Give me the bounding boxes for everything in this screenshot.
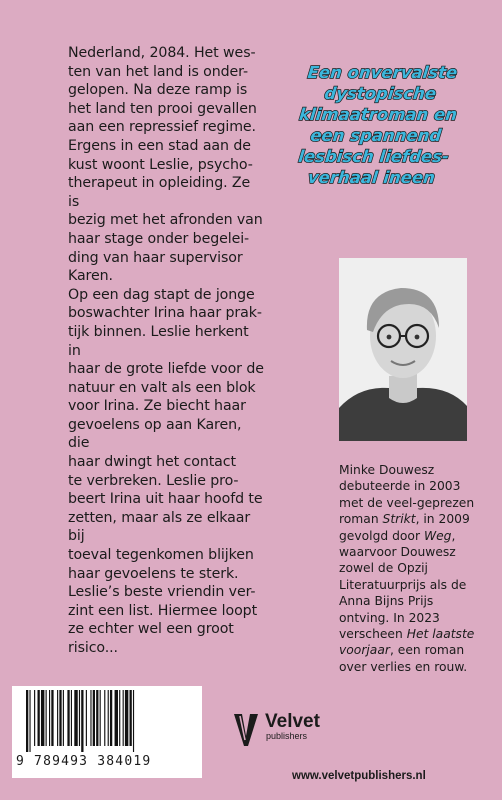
bio-text: , in 2009 gevolgd door	[339, 512, 470, 543]
bio-text: , waarvoor Douwesz zowel de Opzij Literatuurprijs als de Anna Bijns Prijs ontving. In 2023 verscheen	[339, 528, 467, 642]
isbn-number: 9 789493 384019	[16, 754, 152, 769]
author-portrait-icon	[339, 258, 467, 441]
book-title: Weg	[423, 528, 452, 543]
velvet-logo-icon	[232, 712, 260, 748]
publisher-name: Velvet	[265, 711, 320, 732]
book-title: Het laatste voorjaar	[339, 627, 475, 658]
book-title: Strikt	[382, 512, 416, 527]
publisher-url[interactable]: www.velvetpublishers.nl	[292, 770, 426, 782]
synopsis-paragraph-2: Op een dag stapt de jonge boswachter Irina haar prak- tijk binnen. Leslie herkent in haar de grote liefde voor de natuur en valt als een blok voor Irina. Ze biecht haar gevoelens op aan Karen, die haar dwingt het contact te verbreken. Leslie pro- beert Irina uit haar hoofd te zetten, maar als ze elkaar bij toeval tegenkomen blijken haar gevoelens te sterk. Leslie’s beste vriendin ver- zint een list. Hiermee loopt ze echter wel een groot risico...	[68, 286, 264, 656]
author-bio	[339, 462, 479, 675]
tagline: Een onvervalste dystopische klimaatroman en een spannend lesbisch liefdes- verhaal ineen	[297, 63, 459, 187]
barcode-bars-icon	[24, 690, 192, 752]
isbn-barcode	[12, 686, 202, 778]
publisher-subtitle: publishers	[266, 731, 308, 741]
synopsis-text	[68, 44, 264, 658]
synopsis-paragraph-1: Nederland, 2084. Het wes- ten van het land is onder- gelopen. Na deze ramp is het land ten prooi gevallen aan een repressief regime. Ergens in een stad aan de kust woont Leslie, psycho- therapeut in opleiding. Ze is bezig met het afronden van haar stage onder begelei- ding van haar supervisor Karen.	[68, 45, 263, 285]
bio-text: Minke Douwesz debuteerde in 2003 met de veel-geprezen roman	[339, 463, 475, 527]
bio-text: , een roman over verlies en rouw.	[339, 643, 468, 674]
author-photo	[339, 258, 467, 441]
